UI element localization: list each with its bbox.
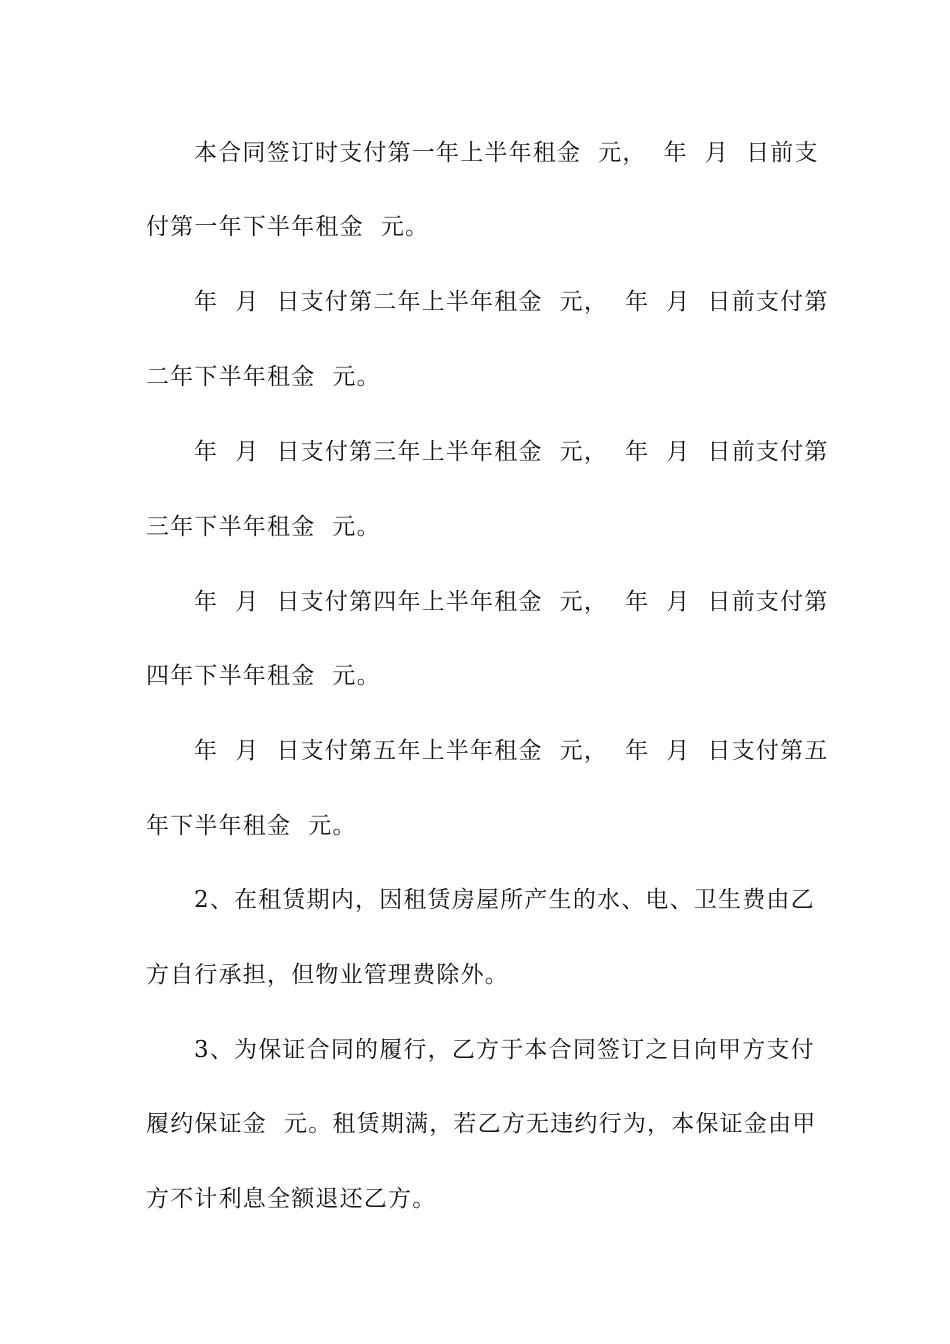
- paragraph-line: 三年下半年租金 元。: [146, 514, 381, 540]
- paragraph-line: 方自行承担，但物业管理费除外。: [146, 962, 509, 988]
- paragraph-line: 付第一年下半年租金 元。: [146, 214, 430, 240]
- paragraph-line: 履约保证金 元。租赁期满，若乙方无违约行为，本保证金由甲: [146, 1111, 817, 1137]
- paragraph-line: 四年下半年租金 元。: [146, 663, 381, 689]
- paragraph-line: 本合同签订时支付第一年上半年租金 元， 年 月 日前支: [194, 140, 819, 166]
- paragraph-line: 年 月 日支付第三年上半年租金 元， 年 月 日前支付第: [194, 439, 829, 465]
- paragraph-line: 年 月 日支付第四年上半年租金 元， 年 月 日前支付第: [194, 589, 829, 615]
- paragraph-line: 二年下半年租金 元。: [146, 364, 381, 390]
- paragraph-line: 3、为保证合同的履行，乙方于本合同签订之日向甲方支付: [194, 1037, 815, 1063]
- paragraph-line: 年 月 日支付第二年上半年租金 元， 年 月 日前支付第: [194, 289, 829, 315]
- paragraph-line: 2、在租赁期内，因租赁房屋所产生的水、电、卫生费由乙: [194, 887, 815, 913]
- paragraph-line: 方不计利息全额退还乙方。: [146, 1186, 437, 1212]
- paragraph-line: 年下半年租金 元。: [146, 813, 357, 839]
- paragraph-line: 年 月 日支付第五年上半年租金 元， 年 月 日支付第五: [194, 738, 829, 764]
